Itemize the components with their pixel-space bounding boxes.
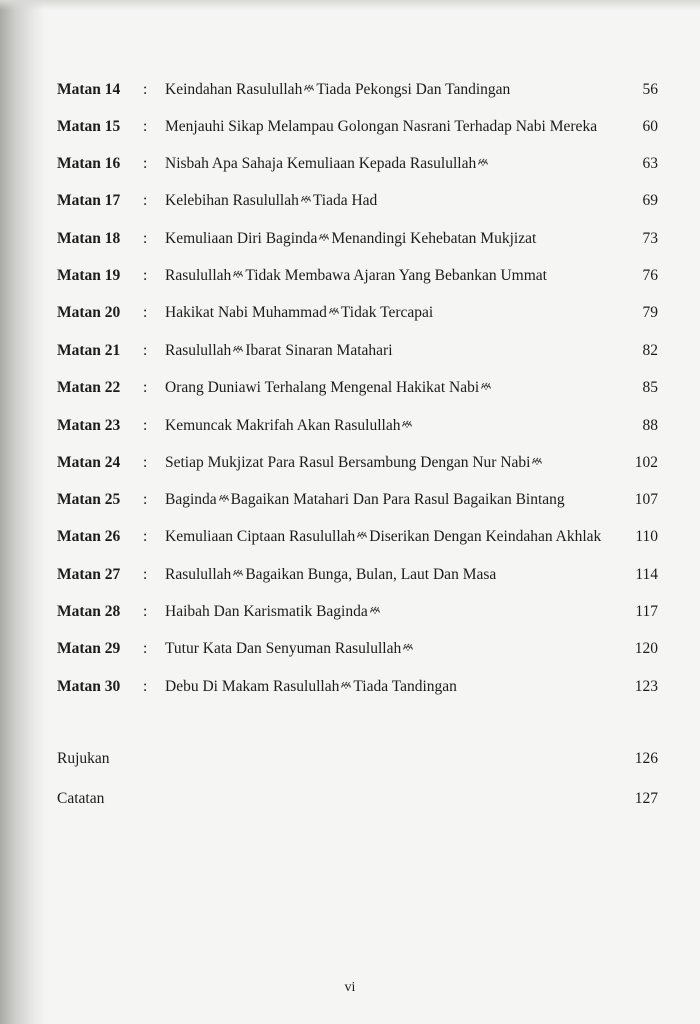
toc-extra-entry[interactable] bbox=[0, 746, 700, 772]
toc-entry-title-text: Tidak Tercapai bbox=[340, 304, 434, 321]
toc-entry-page-number: 120 bbox=[634, 640, 658, 657]
toc-entry-title bbox=[165, 188, 377, 214]
toc-extra-label: Catatan bbox=[57, 790, 105, 807]
toc-entry-label: Matan 24 bbox=[57, 454, 121, 471]
toc-entry-title bbox=[165, 524, 601, 550]
saw-honorific-icon bbox=[319, 233, 329, 241]
toc-entry[interactable] bbox=[0, 77, 700, 103]
toc-entry-title bbox=[165, 226, 536, 252]
toc-entry-label: Matan 19 bbox=[57, 267, 121, 284]
saw-honorific-icon bbox=[478, 158, 488, 166]
saw-honorific-icon bbox=[532, 457, 542, 465]
toc-entry-title-text: Haibah Dan Karismatik Baginda bbox=[165, 603, 368, 620]
toc-entry[interactable] bbox=[0, 599, 700, 625]
toc-entry-page-number: 73 bbox=[642, 230, 658, 247]
toc-entry-page-number: 88 bbox=[642, 417, 658, 434]
toc-entry-title-text: Nisbah Apa Sahaja Kemuliaan Kepada Rasulullah bbox=[165, 155, 477, 172]
toc-entry-label: Matan 26 bbox=[57, 528, 121, 545]
toc-entry[interactable] bbox=[0, 636, 700, 662]
toc-entry[interactable] bbox=[0, 413, 700, 439]
toc-entry[interactable] bbox=[0, 300, 700, 326]
toc-entry-title-text: Rasulullah bbox=[165, 342, 232, 359]
toc-entry-label: Matan 21 bbox=[57, 342, 121, 359]
toc-entry-title bbox=[165, 300, 433, 326]
toc-entry-title bbox=[165, 77, 510, 103]
toc-entry-label: Matan 16 bbox=[57, 155, 121, 172]
toc-entry-title-text: Rasulullah bbox=[165, 267, 232, 284]
toc-entry-separator: : bbox=[143, 118, 148, 135]
toc-extra-entry[interactable] bbox=[0, 786, 700, 812]
toc-entry-separator: : bbox=[143, 566, 148, 583]
toc-entry[interactable] bbox=[0, 524, 700, 550]
toc-extra-page-number: 127 bbox=[634, 790, 658, 807]
toc-entry-separator: : bbox=[143, 640, 148, 657]
toc-entry-title bbox=[165, 450, 544, 476]
toc-entry[interactable] bbox=[0, 375, 700, 401]
toc-entry-title bbox=[165, 636, 415, 662]
saw-honorific-icon bbox=[233, 345, 243, 353]
toc-entry-title bbox=[165, 114, 597, 140]
toc-entry-title-text: Diserikan Dengan Keindahan Akhlak bbox=[369, 528, 602, 545]
saw-honorific-icon bbox=[233, 569, 243, 577]
toc-entry-label: Matan 20 bbox=[57, 304, 121, 321]
toc-entry-page-number: 63 bbox=[642, 155, 658, 172]
toc-entry-label: Matan 17 bbox=[57, 192, 121, 209]
toc-entry-title bbox=[165, 562, 496, 588]
toc-entry-separator: : bbox=[143, 304, 148, 321]
toc-entry-title-text: Tiada Had bbox=[312, 192, 378, 209]
toc-entry-title-text: Tutur Kata Dan Senyuman Rasulullah bbox=[165, 640, 402, 657]
saw-honorific-icon bbox=[219, 494, 229, 502]
toc-entry-title-text: Setiap Mukjizat Para Rasul Bersambung Dengan Nur Nabi bbox=[165, 454, 531, 471]
toc-entry-page-number: 123 bbox=[634, 678, 658, 695]
toc-entry-page-number: 76 bbox=[642, 267, 658, 284]
toc-entry-title-text: Rasulullah bbox=[165, 566, 232, 583]
toc-entry-title-text: Bagaikan Matahari Dan Para Rasul Bagaikan Bintang bbox=[230, 491, 565, 508]
toc-entry[interactable] bbox=[0, 674, 700, 700]
saw-honorific-icon bbox=[370, 606, 380, 614]
toc-entry-separator: : bbox=[143, 678, 148, 695]
toc-entry-title-text: Baginda bbox=[165, 491, 217, 508]
toc-entry-title bbox=[165, 375, 493, 401]
toc-entry-label: Matan 23 bbox=[57, 417, 121, 434]
toc-entry-title bbox=[165, 151, 490, 177]
toc-entry-page-number: 69 bbox=[642, 192, 658, 209]
page-number-footer: vi bbox=[344, 980, 356, 995]
toc-entry-separator: : bbox=[143, 603, 148, 620]
toc-entry-title-text: Kemuliaan Diri Baginda bbox=[165, 230, 318, 247]
saw-honorific-icon bbox=[403, 643, 413, 651]
toc-entry[interactable] bbox=[0, 562, 700, 588]
toc-entry-title bbox=[165, 487, 565, 513]
toc-entry-title-text: Menandingi Kehebatan Mukjizat bbox=[331, 230, 537, 247]
toc-entry-separator: : bbox=[143, 528, 148, 545]
toc-entry-label: Matan 29 bbox=[57, 640, 121, 657]
toc-entry-separator: : bbox=[143, 81, 148, 98]
saw-honorific-icon bbox=[481, 382, 491, 390]
toc-entry-title-text: Tidak Membawa Ajaran Yang Bebankan Ummat bbox=[245, 267, 547, 284]
saw-honorific-icon bbox=[304, 84, 314, 92]
toc-entry[interactable] bbox=[0, 226, 700, 252]
toc-entry-title-text: Bagaikan Bunga, Bulan, Laut Dan Masa bbox=[245, 566, 497, 583]
toc-entry-page-number: 82 bbox=[642, 342, 658, 359]
toc-entry-page-number: 85 bbox=[642, 379, 658, 396]
toc-entry-page-number: 114 bbox=[635, 566, 658, 583]
toc-entry-title-text: Keindahan Rasulullah bbox=[165, 81, 303, 98]
toc-entry-title-text: Kemuncak Makrifah Akan Rasulullah bbox=[165, 417, 401, 434]
toc-entry-title-text: Debu Di Makam Rasulullah bbox=[165, 678, 340, 695]
toc-entry-title-text: Kelebihan Rasulullah bbox=[165, 192, 299, 209]
toc-entry-separator: : bbox=[143, 267, 148, 284]
toc-entry[interactable] bbox=[0, 263, 700, 289]
saw-honorific-icon bbox=[341, 681, 351, 689]
toc-entry-title bbox=[165, 599, 382, 625]
toc-entry-page-number: 56 bbox=[642, 81, 658, 98]
toc-entry-title-text: Menjauhi Sikap Melampau Golongan Nasrani Terhadap Nabi Mereka bbox=[165, 118, 598, 135]
toc-entry-label: Matan 14 bbox=[57, 81, 121, 98]
toc-entry-page-number: 110 bbox=[635, 528, 658, 545]
saw-honorific-icon bbox=[233, 270, 243, 278]
toc-entry-separator: : bbox=[143, 379, 148, 396]
toc-entry-title-text: Orang Duniawi Terhalang Mengenal Hakikat Nabi bbox=[165, 379, 480, 396]
toc-entry-title-text: Hakikat Nabi Muhammad bbox=[165, 304, 327, 321]
toc-entry[interactable] bbox=[0, 450, 700, 476]
toc-entry-title bbox=[165, 338, 393, 364]
toc-entry-label: Matan 27 bbox=[57, 566, 121, 583]
toc-extra-label: Rujukan bbox=[57, 750, 110, 767]
toc-entry-title bbox=[165, 674, 457, 700]
toc-entry-separator: : bbox=[143, 417, 148, 434]
toc-entry[interactable] bbox=[0, 188, 700, 214]
toc-entry-page-number: 60 bbox=[642, 118, 658, 135]
toc-entry-label: Matan 22 bbox=[57, 379, 121, 396]
toc-entry-label: Matan 28 bbox=[57, 603, 121, 620]
toc-entry-separator: : bbox=[143, 491, 148, 508]
toc-entry-title-text: Ibarat Sinaran Matahari bbox=[245, 342, 393, 359]
toc-entry-separator: : bbox=[143, 230, 148, 247]
toc-entry-title bbox=[165, 263, 547, 289]
toc-entry-page-number: 79 bbox=[642, 304, 658, 321]
toc-entry-title-text: Kemuliaan Ciptaan Rasulullah bbox=[165, 528, 356, 545]
toc-entry-label: Matan 18 bbox=[57, 230, 121, 247]
toc-entry-page-number: 102 bbox=[634, 454, 658, 471]
toc-entry[interactable] bbox=[0, 338, 700, 364]
toc-entry-label: Matan 15 bbox=[57, 118, 121, 135]
saw-honorific-icon bbox=[301, 195, 311, 203]
toc-extra-page-number: 126 bbox=[634, 750, 658, 767]
toc-entry-title bbox=[165, 413, 414, 439]
saw-honorific-icon bbox=[402, 420, 412, 428]
toc-entry-separator: : bbox=[143, 454, 148, 471]
toc-entry[interactable] bbox=[0, 114, 700, 140]
toc-entry[interactable] bbox=[0, 151, 700, 177]
toc-entry-separator: : bbox=[143, 192, 148, 209]
toc-entry-separator: : bbox=[143, 155, 148, 172]
toc-entry-label: Matan 30 bbox=[57, 678, 121, 695]
toc-entry-separator: : bbox=[143, 342, 148, 359]
toc-entry-label: Matan 25 bbox=[57, 491, 121, 508]
toc-entry-page-number: 107 bbox=[634, 491, 658, 508]
toc-entry-page-number: 117 bbox=[635, 603, 658, 620]
toc-entry[interactable] bbox=[0, 487, 700, 513]
toc-entry-title-text: Tiada Tandingan bbox=[353, 678, 457, 695]
saw-honorific-icon bbox=[329, 307, 339, 315]
toc-entry-title-text: Tiada Pekongsi Dan Tandingan bbox=[316, 81, 511, 98]
saw-honorific-icon bbox=[357, 531, 367, 539]
